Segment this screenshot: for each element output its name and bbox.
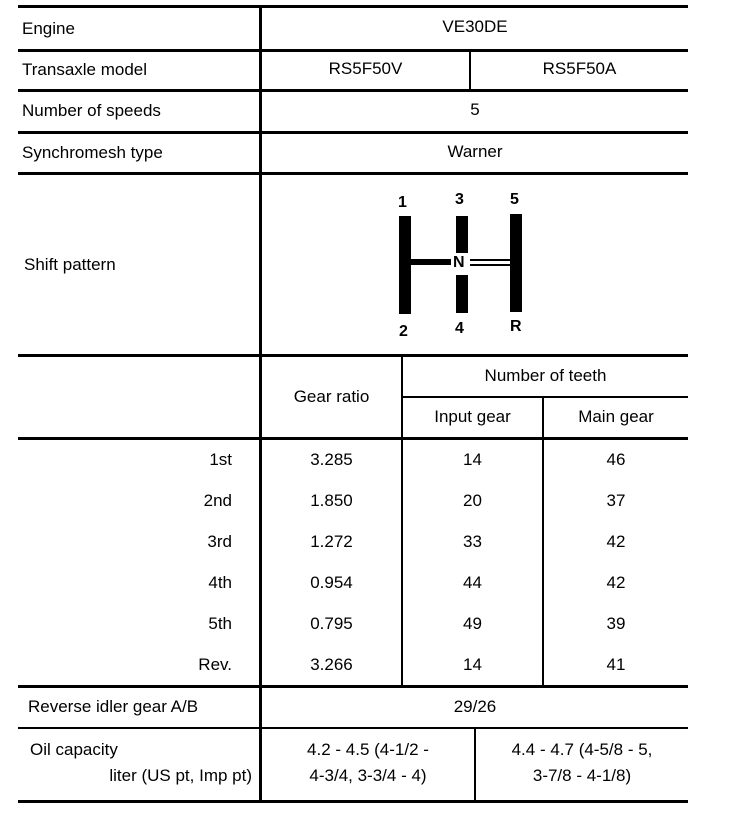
engine-value: VE30DE [442,17,508,36]
gear-ratio: 3.285 [310,450,353,469]
idler-value: 29/26 [453,697,497,716]
input-teeth: 20 [463,491,482,510]
input-teeth: 14 [463,450,482,469]
rule [18,437,688,440]
speeds-label: Number of speeds [22,101,161,120]
model-rs5f50v: RS5F50V [328,59,403,78]
gear-ratio: 1.850 [310,491,353,510]
neutral-label: N [453,254,465,271]
gear-5-label: 5 [510,191,519,208]
oil-label-2: liter (US pt, Imp pt) [109,766,252,785]
gear-1-label: 1 [398,194,407,211]
main-teeth: 42 [606,532,626,551]
gear-ratio: 0.954 [310,573,353,592]
oil-rs5f50v-line1: 4.2 - 4.5 (4-1/2 - [307,740,429,759]
input-teeth: 33 [463,532,482,551]
rule [18,685,688,688]
gear-3-label: 3 [455,191,464,208]
gear-r-label: R [510,318,522,335]
input-teeth: 49 [463,614,482,633]
main-teeth: 39 [606,614,626,633]
rule [18,89,688,92]
synchro-label: Synchromesh type [22,143,163,162]
oil-label-1: Oil capacity [30,740,118,759]
gear-4-label: 4 [455,320,464,337]
input-teeth: 14 [463,655,482,674]
gear-name: Rev. [198,655,232,674]
rule [18,172,688,175]
gear-ratio: 0.795 [310,614,353,633]
rule [401,354,403,687]
gear-ratio: 1.272 [310,532,353,551]
gear-name: 5th [208,614,232,633]
engine-label: Engine [22,19,75,38]
rule [474,727,476,802]
oil-rs5f50a-line1: 4.4 - 4.7 (4-5/8 - 5, [511,740,653,759]
oil-rs5f50v-line2: 4-3/4, 3-3/4 - 4) [309,766,427,785]
rule [18,131,688,134]
input-teeth: 44 [463,573,482,592]
input-gear-header: Input gear [434,407,511,426]
speeds-value: 5 [470,100,480,119]
teeth-header: Number of teeth [484,366,607,385]
gear-ratio: 3.266 [310,655,353,674]
synchro-value: Warner [447,142,503,161]
gear-name: 2nd [203,491,232,510]
rule [18,49,688,52]
main-teeth: 41 [606,655,626,674]
rule [18,727,688,729]
rule [18,800,688,803]
main-teeth: 42 [606,573,626,592]
main-teeth: 37 [606,491,626,510]
rule [18,5,688,8]
gear-2-label: 2 [399,323,408,340]
gear-name: 3rd [207,532,232,551]
oil-rs5f50a-line2: 3-7/8 - 4-1/8) [532,766,632,785]
gear-name: 1st [209,450,232,469]
idler-label: Reverse idler gear A/B [28,697,199,716]
model-rs5f50a: RS5F50A [542,59,617,78]
shift-label: Shift pattern [24,255,116,274]
rule [402,396,688,398]
gear-ratio-header: Gear ratio [293,387,370,406]
main-gear-header: Main gear [578,407,654,426]
transaxle-label: Transaxle model [22,60,148,79]
rule [18,354,688,357]
main-teeth: 46 [606,450,626,469]
gear-name: 4th [208,573,232,592]
